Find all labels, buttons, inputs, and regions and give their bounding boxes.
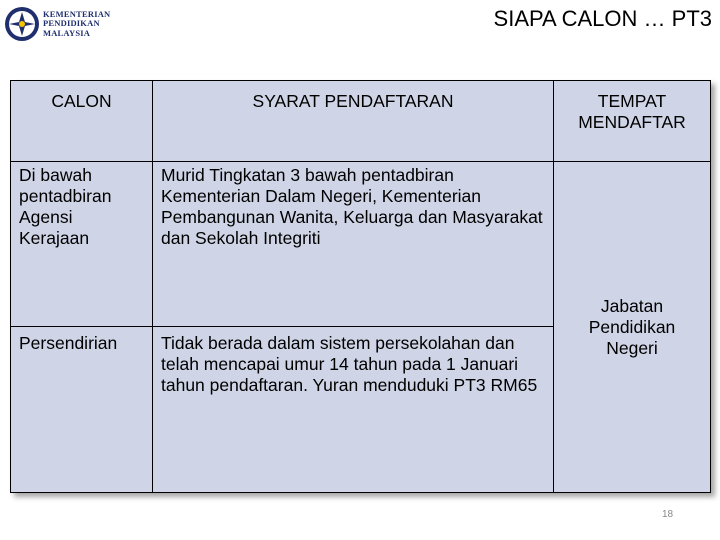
ministry-logo [4, 4, 126, 44]
slide-title: SIAPA CALON … PT3 [493, 6, 712, 31]
logo-line-3: MALAYSIA [43, 27, 91, 38]
header-calon: CALON [10, 80, 153, 162]
page-number: 18 [662, 509, 674, 520]
header-syarat: SYARAT PENDAFTARAN [152, 80, 554, 162]
tempat-merged-cell [553, 161, 711, 493]
row-1-syarat: Murid Tingkatan 3 bawah pentadbiran Kementerian Dalam Negeri, Kementerian Pembangunan Wanita, Keluarga dan Masyarakat dan Sekolah Integriti [152, 161, 554, 327]
logo-line-1: KEMENTERIAN [43, 8, 111, 19]
row-1-calon: Di bawah pentadbiran Agensi Kerajaan [10, 161, 153, 327]
logo-wordmark [43, 10, 110, 39]
tempat-value: Jabatan Pendidikan Negeri [588, 295, 676, 358]
logo-line-2: PENDIDIKAN [43, 18, 100, 29]
ministry-crest-icon [4, 6, 40, 42]
row-2-calon: Persendirian [10, 326, 153, 493]
row-2-syarat: Tidak berada dalam sistem persekolahan dan telah mencapai umur 14 tahun pada 1 Januari tahun pendaftaran. Yuran menduduki PT3 RM65 [152, 326, 554, 493]
registration-table [10, 80, 711, 493]
header-tempat: TEMPAT MENDAFTAR [553, 80, 711, 162]
